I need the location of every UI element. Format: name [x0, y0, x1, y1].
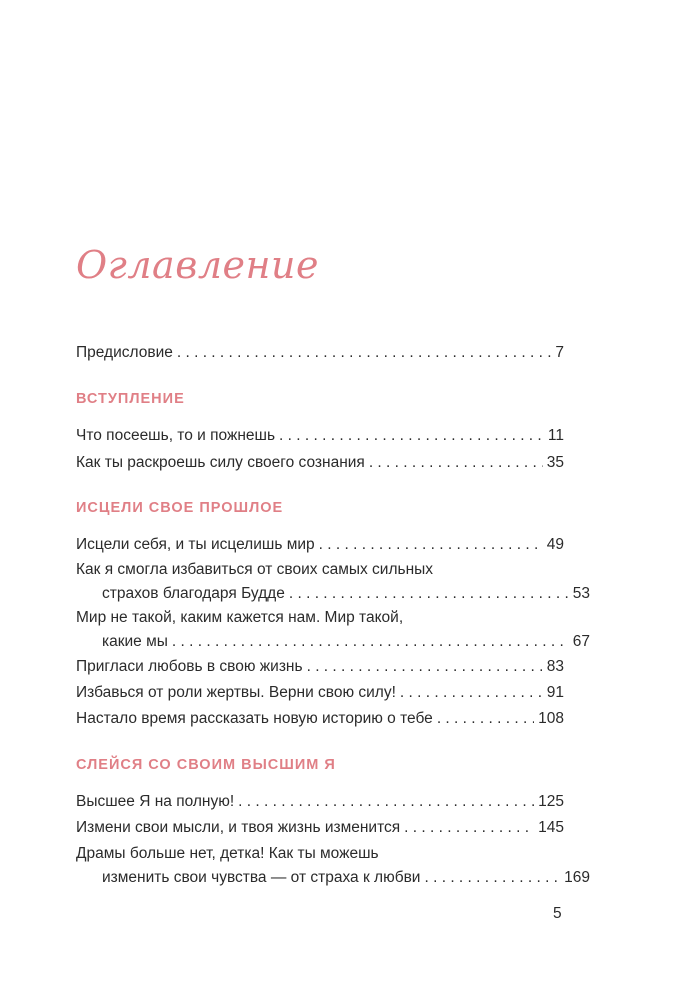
toc-entry-page: 49: [546, 536, 564, 553]
toc-entry: [76, 681, 564, 705]
toc-entry-page: 91: [546, 684, 564, 701]
leader-dots: [400, 681, 543, 705]
leader-dots: [404, 816, 534, 840]
toc-entry-title: Измени свои мысли, и твоя жизнь изменится: [76, 819, 401, 836]
section-heading-intro: ВСТУПЛЕНИЕ: [76, 391, 185, 407]
section-heading-higher-self: СЛЕЙСЯ СО СВОИМ ВЫСШИМ Я: [76, 757, 336, 773]
toc-entry-title: изменить свои чувства — от страха к любви: [102, 869, 421, 886]
toc-entry-title: Настало время рассказать новую историю о тебе: [76, 710, 433, 727]
toc-entry-title: Как ты раскроешь силу своего сознания: [76, 454, 365, 471]
leader-dots: [238, 790, 534, 814]
toc-entry-title: Пригласи любовь в свою жизнь: [76, 658, 303, 675]
toc-entry-page: 125: [538, 793, 564, 810]
toc-entry-page: 35: [546, 454, 564, 471]
toc-entry-preface: [76, 341, 564, 365]
leader-dots: [172, 630, 569, 654]
toc-entry: [76, 842, 590, 890]
leader-dots: [307, 655, 543, 679]
toc-entry: [76, 707, 564, 731]
toc-entry: [76, 424, 564, 448]
leader-dots: [424, 866, 560, 890]
toc-entry: [76, 606, 590, 654]
leader-dots: [279, 424, 544, 448]
toc-entry: [76, 790, 564, 814]
toc-entry-page: 11: [547, 427, 564, 444]
toc-entry-title: Что посеешь, то и пожнешь: [76, 427, 276, 444]
page-number: 5: [553, 905, 562, 922]
toc-entry-page: 53: [572, 585, 590, 602]
toc-entry: [76, 451, 564, 475]
leader-dots: [177, 341, 552, 365]
page-title: Оглавление: [76, 243, 320, 287]
toc-entry-title: страхов благодаря Будде: [102, 585, 285, 602]
toc-entry-page: 169: [564, 869, 590, 886]
toc-entry-title: Предисловие: [76, 344, 173, 361]
toc-entry-page: 67: [572, 633, 590, 650]
section-heading-heal-past: ИСЦЕЛИ СВОЕ ПРОШЛОЕ: [76, 500, 284, 516]
toc-entry: [76, 558, 590, 606]
toc-entry: [76, 533, 564, 557]
toc-entry-title: Высшее Я на полную!: [76, 793, 235, 810]
toc-entry: [76, 816, 564, 840]
leader-dots: [289, 582, 569, 606]
toc-entry-title: какие мы: [102, 633, 168, 650]
toc-entry: [76, 655, 564, 679]
leader-dots: [319, 533, 543, 557]
toc-entry-page: 108: [538, 710, 564, 727]
toc-entry-page: 145: [538, 819, 564, 836]
toc-entry-title: Избавься от роли жертвы. Верни свою силу!: [76, 684, 396, 701]
toc-entry-title-line1: Как я смогла избавиться от своих самых сильных: [76, 561, 434, 578]
toc-entry-page: 7: [555, 344, 564, 361]
toc-entry-title: Исцели себя, и ты исцелишь мир: [76, 536, 315, 553]
toc-entry-title-line1: Мир не такой, каким кажется нам. Мир такой,: [76, 609, 404, 626]
leader-dots: [369, 451, 543, 475]
toc-entry-title-line1: Драмы больше нет, детка! Как ты можешь: [76, 845, 379, 862]
leader-dots: [437, 707, 534, 731]
toc-entry-page: 83: [546, 658, 564, 675]
